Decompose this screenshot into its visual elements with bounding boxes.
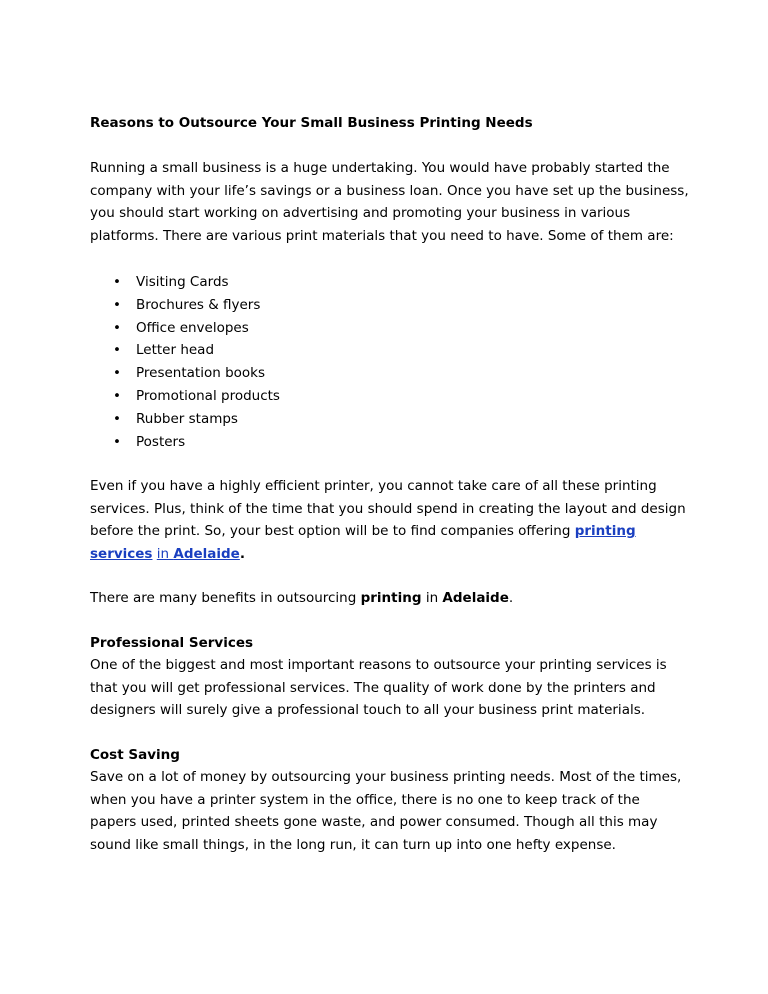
bullet-icon: •	[113, 410, 121, 427]
intro-paragraph: Running a small business is a huge undertaking. You would have probably started the company with your life’s savings or a business loan. Once you have set up the business, you should start working on advertising and promoting your business in various platforms. There are various print materials that you need to have. Some of them are:	[90, 160, 689, 244]
bullet-icon: •	[113, 433, 121, 450]
list-item: • Visiting Cards	[90, 271, 690, 294]
list-item: • Brochures & flyers	[90, 294, 690, 317]
list-item: • Promotional products	[90, 385, 690, 408]
list-item: • Letter head	[90, 339, 690, 362]
outsourcing-paragraph: Even if you have a highly efficient printer, you cannot take care of all these printing services. Plus, think of the time that you should spend in creating the layout and design before the print. So, your best option will be to find companies offering printing services in Adelaide.	[90, 478, 686, 562]
section-body-cost: Save on a lot of money by outsourcing your business printing needs. Most of the times, when you have a printer system in the office, there is no one to keep track of the papers used, printed sheets gone waste, and power consumed. Though all this may sound like small things, in the long run, it can turn up into one hefty expense.	[90, 769, 682, 853]
benefits-intro: There are many benefits in outsourcing printing in Adelaide.	[90, 590, 514, 607]
bullet-icon: •	[113, 387, 121, 404]
section-body-professional: One of the biggest and most important reasons to outsource your printing services is that you will get professional services. The quality of work done by the printers and designers will surely give a professional touch to all your business print materials.	[90, 657, 667, 719]
print-materials-list	[90, 271, 690, 453]
document-title: Reasons to Outsource Your Small Business Printing Needs	[90, 115, 533, 131]
section-heading-cost: Cost Saving	[90, 746, 180, 763]
list-item: • Office envelopes	[90, 317, 690, 340]
adelaide-link[interactable]: in Adelaide	[156, 545, 240, 562]
document-body	[90, 112, 690, 856]
bullet-icon: •	[113, 342, 121, 359]
list-item: • Rubber stamps	[90, 408, 690, 431]
section-heading-professional: Professional Services	[90, 634, 254, 651]
list-item: • Posters	[90, 431, 690, 454]
list-item: • Presentation books	[90, 362, 690, 385]
bullet-icon: •	[113, 319, 121, 336]
printing-services-link[interactable]: printing services	[90, 523, 636, 562]
bullet-icon: •	[113, 365, 121, 382]
bullet-icon: •	[113, 296, 121, 313]
bullet-icon: •	[113, 274, 121, 290]
